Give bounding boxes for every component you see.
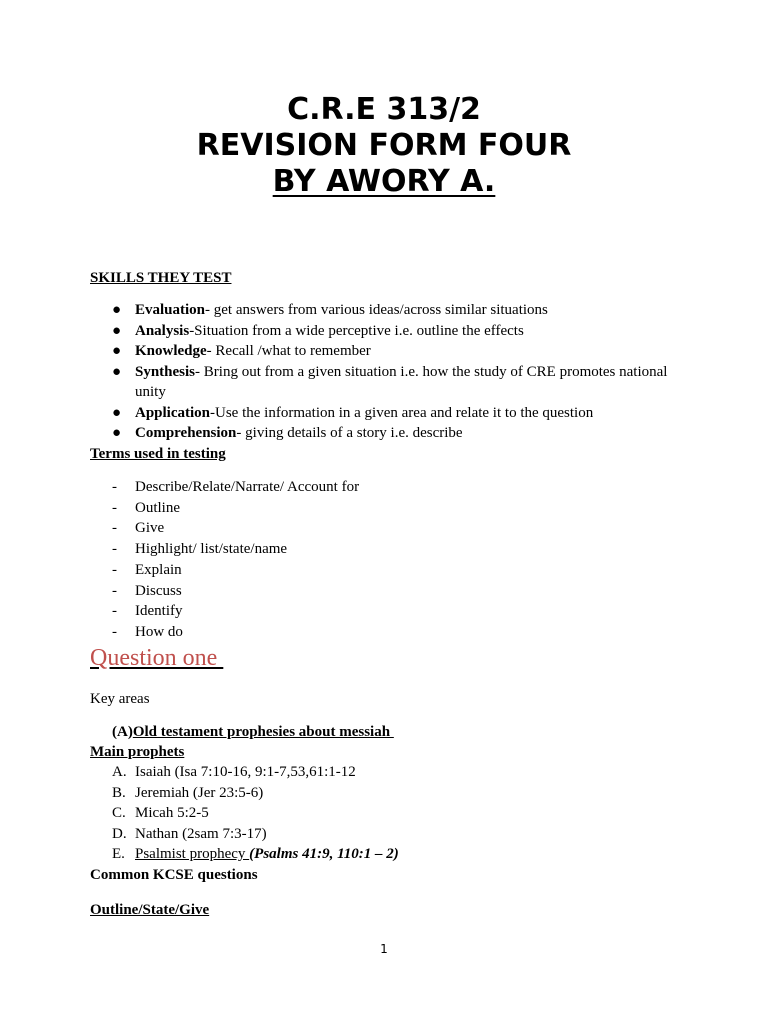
prophet-item — [90, 783, 399, 804]
skill-term: Analysis — [135, 322, 190, 339]
section-label: (A) — [112, 724, 133, 740]
bullet-icon: ● — [112, 302, 122, 318]
terms-list — [90, 477, 359, 643]
outline-heading: Outline/State/Give — [90, 902, 210, 918]
skill-term: Application — [135, 404, 211, 421]
list-marker: D. — [112, 825, 127, 842]
bullet-icon: ● — [112, 343, 122, 359]
prophets-list — [90, 762, 399, 865]
list-marker: A. — [112, 764, 127, 780]
bullet-icon: ● — [112, 322, 122, 339]
section-title: Old testament prophesies about messiah — [132, 724, 394, 740]
prophet-item — [90, 824, 399, 845]
term-text: Explain — [135, 561, 182, 578]
term-text: Give — [135, 520, 165, 537]
term-item — [90, 539, 359, 560]
skill-desc: - giving details of a story i.e. describe — [236, 425, 463, 441]
section-a-heading — [112, 722, 394, 742]
dash-icon: - — [112, 479, 117, 495]
bullet-icon: ● — [112, 404, 122, 421]
skill-desc: - Recall /what to remember — [206, 343, 371, 359]
skill-item — [90, 362, 690, 403]
list-marker: E. — [112, 846, 125, 863]
term-text: Identify — [135, 603, 183, 620]
skill-desc: -Use the information in a given area and relate it to the question — [210, 404, 594, 421]
skill-term: Comprehension — [135, 425, 237, 441]
prophet-text: Isaiah (Isa 7:10-16, 9:1-7,53,61:1-12 — [135, 764, 356, 780]
skill-desc: -Situation from a wide perceptive i.e. outline the effects — [189, 322, 524, 339]
skills-list — [90, 300, 690, 444]
dash-icon: - — [112, 561, 117, 578]
dash-icon: - — [112, 499, 117, 516]
skill-item — [90, 321, 690, 342]
term-text: Outline — [135, 499, 180, 516]
skills-heading: SKILLS THEY TEST — [90, 270, 232, 286]
dash-icon: - — [112, 541, 117, 558]
term-item — [90, 601, 359, 622]
prophet-item — [90, 762, 399, 783]
term-item — [90, 477, 359, 498]
dash-icon: - — [112, 603, 117, 620]
main-prophets-heading: Main prophets — [90, 744, 185, 760]
list-marker: C. — [112, 805, 126, 822]
terms-heading: Terms used in testing — [90, 446, 226, 462]
skill-item — [90, 403, 690, 424]
skill-item — [90, 300, 690, 321]
common-questions-heading: Common KCSE questions — [90, 867, 258, 883]
doc-title-author — [0, 164, 768, 200]
term-item — [90, 498, 359, 519]
term-item — [90, 581, 359, 602]
skill-term: Synthesis — [135, 363, 196, 380]
prophet-text: Nathan (2sam 7:3-17) — [135, 825, 267, 842]
dash-icon: - — [112, 582, 117, 599]
question-one-heading: Question one — [90, 645, 224, 671]
term-text: How do — [135, 623, 183, 640]
prophet-text: Jeremiah (Jer 23:5-6) — [135, 784, 264, 801]
term-item — [90, 560, 359, 581]
prophet-reference: (Psalms 41:9, 110:1 – 2) — [249, 846, 399, 863]
bullet-icon: ● — [112, 363, 122, 380]
bullet-icon: ● — [112, 425, 122, 441]
doc-title-form: REVISION FORM FOUR — [196, 128, 572, 163]
term-text: Discuss — [135, 582, 182, 599]
doc-author-text: BY AWORY A. — [272, 164, 496, 199]
prophet-text: Micah 5:2-5 — [135, 805, 209, 822]
dash-icon: - — [112, 623, 117, 640]
term-text: Highlight/ list/state/name — [135, 541, 288, 558]
skill-item — [90, 341, 690, 362]
list-marker: B. — [112, 784, 126, 801]
key-areas-label: Key areas — [90, 691, 150, 707]
term-item — [90, 518, 359, 539]
prophet-item — [90, 844, 399, 865]
prophet-text: Psalmist prophecy — [135, 846, 250, 863]
skill-item — [90, 423, 690, 444]
term-text: Describe/Relate/Narrate/ Account for — [135, 479, 360, 495]
doc-title-code: C.R.E 313/2 — [287, 92, 481, 127]
page-number: 1 — [380, 942, 388, 956]
term-item — [90, 622, 359, 643]
prophet-item — [90, 803, 399, 824]
skill-desc: - Bring out from a given situation i.e. how the study of CRE promotes national unity — [135, 363, 668, 400]
skill-term: Evaluation — [135, 302, 206, 318]
skill-desc: - get answers from various ideas/across similar situations — [205, 302, 548, 318]
skill-term: Knowledge — [135, 343, 207, 359]
dash-icon: - — [112, 520, 117, 537]
